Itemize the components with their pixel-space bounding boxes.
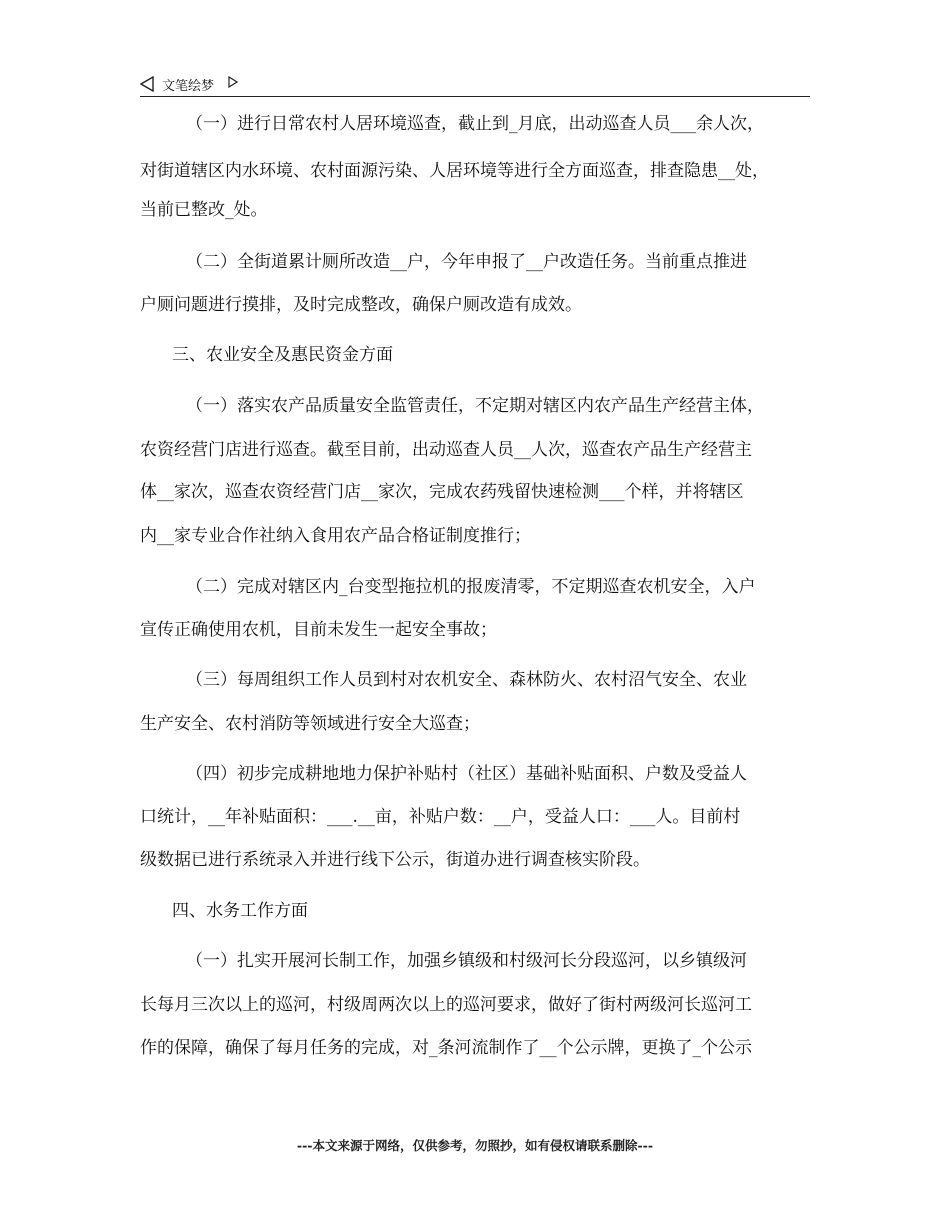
paragraph-line: 对街道辖区内水环境、农村面源污染、人居环境等进行全方面巡查，排查隐患__处， [140, 161, 769, 181]
paragraph-line: 口统计，__年补贴面积：___.__亩，补贴户数：__户，受益人口：___人。目前村 [140, 807, 741, 827]
footer-disclaimer: ---本文来源于网络，仅供参考，勿照抄，如有侵权请联系删除--- [296, 1138, 654, 1153]
header-divider [140, 96, 810, 97]
paragraph-line: 当前已整改_处。 [140, 200, 268, 220]
paragraph-line: 内__家专业合作社纳入食用农产品合格证制度推行； [140, 526, 531, 546]
paragraph-line: （三）每周组织工作人员到村对农机安全、森林防火、农村沼气安全、农业 [186, 670, 747, 690]
paragraph-line: 户厕问题进行摸排，及时完成整改，确保户厕改造有成效。 [140, 295, 582, 315]
triangle-left-outline-icon [140, 76, 154, 92]
section-heading: 三、农业安全及惠民资金方面 [172, 345, 393, 365]
paragraph-line: 生产安全、农村消防等领域进行安全大巡查； [140, 714, 480, 734]
paragraph-line: （一）进行日常农村人居环境巡查，截止到_月底，出动巡查人员___余人次， [186, 114, 764, 134]
section-heading: 四、水务工作方面 [172, 901, 308, 921]
paragraph-line: 宣传正确使用农机，目前未发生一起安全事故； [140, 620, 497, 640]
paragraph-line: 长每月三次以上的巡河，村级周两次以上的巡河要求，做好了街村两级河长巡河工 [140, 995, 752, 1015]
paragraph-line: （二）全街道累计厕所改造__户，今年申报了__户改造任务。当前重点推进 [186, 252, 747, 272]
paragraph-line: 农资经营门店进行巡查。截至目前，出动巡查人员__人次，巡查农产品生产经营主 [140, 440, 752, 460]
paragraph-line: （一）落实农产品质量安全监管责任，不定期对辖区内农产品生产经营主体， [186, 396, 764, 416]
paragraph-line: 级数据已进行系统录入并进行线下公示，街道办进行调查核实阶段。 [140, 850, 650, 870]
page-header [140, 74, 810, 96]
paragraph-line: （四）初步完成耕地地力保护补贴村（社区）基础补贴面积、户数及受益人 [186, 764, 747, 784]
triangle-right-outline-icon [228, 76, 238, 88]
paragraph-line: 作的保障，确保了每月任务的完成，对_条河流制作了__个公示牌，更换了_个公示 [140, 1038, 752, 1058]
brand-name: 文笔绘梦 [162, 79, 215, 94]
paragraph-line: （二）完成对辖区内_台变型拖拉机的报废清零，不定期巡查农机安全，入户 [186, 577, 756, 597]
paragraph-line: 体__家次，巡查农资经营门店__家次，完成农药残留快速检测___个样，并将辖区 [140, 482, 744, 502]
paragraph-line: （一）扎实开展河长制工作，加强乡镇级和村级河长分段巡河，以乡镇级河 [186, 951, 747, 971]
